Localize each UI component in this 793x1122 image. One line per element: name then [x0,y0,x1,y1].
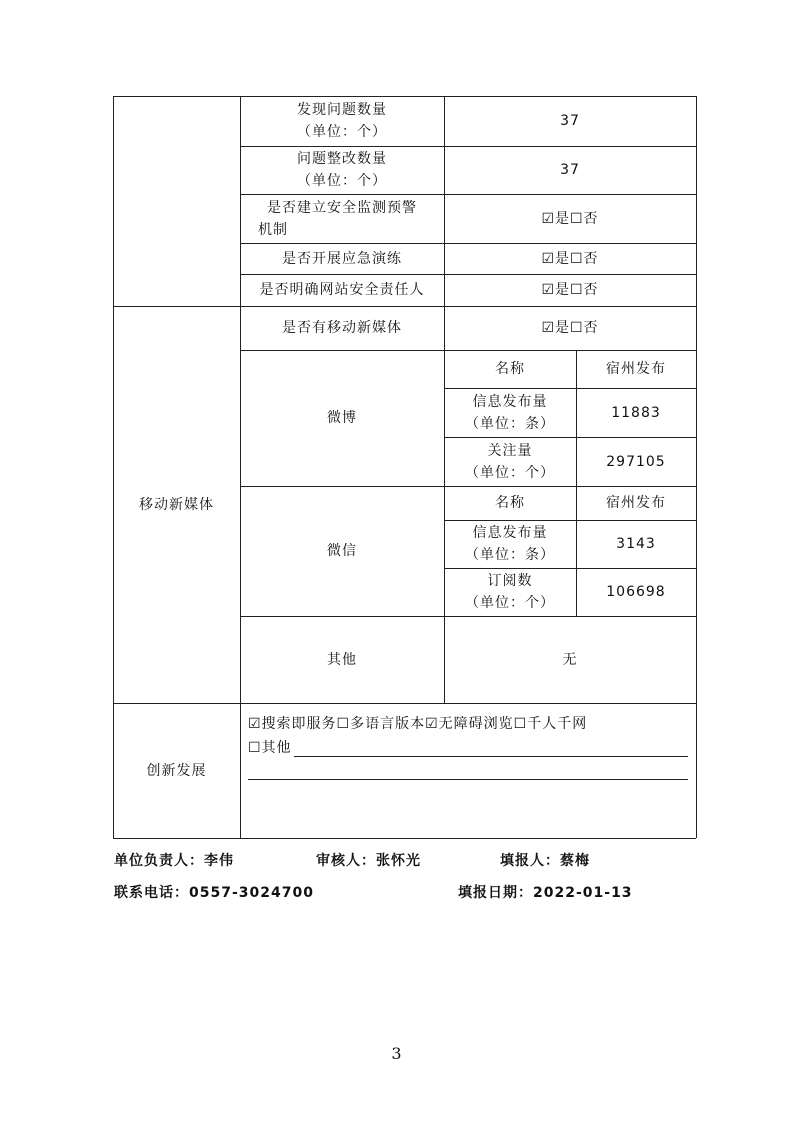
wechat-posts-value: 3143 [616,536,656,552]
wechat-name-label: 名称 [495,495,525,511]
other-media-label-cell [240,616,444,703]
weibo-followers-label-cell [444,437,576,486]
innovation-fill-line [294,756,688,757]
wechat-subscribers-value: 106698 [606,584,666,600]
has-media-label: 是否有移动新媒体 [282,320,402,336]
other-media-value-cell [444,616,696,703]
wechat-subscribers-label: 订阅数 [487,573,533,589]
issues-fixed-value: 37 [560,162,580,178]
wechat-name-value: 宿州发布 [606,495,666,511]
weibo-name-label: 名称 [495,361,525,377]
officer-label: 是否明确网站安全责任人 [259,282,425,298]
weibo-posts-label-cell [444,388,576,437]
wechat-posts-unit: （单位：条） [465,547,555,563]
report-date: 填报日期：2022-01-13 [458,885,633,901]
new-media-section-label-cell [113,306,240,703]
table-border-bottom [113,838,696,839]
monitoring-value-cell [444,194,696,243]
new-media-section-label: 移动新媒体 [139,496,214,513]
drill-checkbox-value: ☑是☐否 [541,250,599,267]
issues-fixed-label-cell [240,146,444,194]
drill-label: 是否开展应急演练 [282,250,402,267]
officer-checkbox-value: ☑是☐否 [541,282,599,298]
weibo-followers-value: 297105 [606,453,666,470]
innovation-section-label: 创新发展 [146,762,207,779]
wechat-name-value-cell [576,486,696,520]
monitoring-label-line1: 是否建立安全监测预警 [267,199,417,216]
issues-fixed-unit: （单位：个） [297,173,387,189]
reviewer: 审核人：张怀光 [316,853,421,869]
officer-label-cell [240,274,444,306]
wechat-label-cell [240,486,444,616]
issues-found-label-cell [240,96,444,146]
drill-label-cell [240,243,444,274]
wechat-label: 微信 [327,543,357,559]
page-number: 3 [391,1044,402,1063]
wechat-subscribers-unit: （单位：个） [465,595,555,611]
issues-fixed-value-cell [444,146,696,194]
innovation-fill-line [248,779,688,780]
monitoring-checkbox-value: ☑是☐否 [541,210,599,227]
weibo-posts-value-cell [576,388,696,437]
wechat-posts-value-cell [576,520,696,568]
issues-found-value-cell [444,96,696,146]
wechat-subscribers-label-cell [444,568,576,616]
officer-value-cell [444,274,696,306]
table-border-right [696,96,697,838]
weibo-posts-label: 信息发布量 [472,393,548,410]
drill-value-cell [444,243,696,274]
innovation-options-line2: ☐其他 [248,740,292,756]
wechat-name-label-cell [444,486,576,520]
weibo-name-label-cell [444,350,576,388]
issues-found-unit: （单位：个） [297,124,387,140]
unit-head: 单位负责人：李伟 [114,853,234,869]
weibo-posts-unit: （单位：条） [465,415,555,432]
weibo-followers-label: 关注量 [487,442,533,459]
weibo-posts-value: 11883 [611,404,661,421]
wechat-posts-label: 信息发布量 [472,525,548,541]
contact-phone: 联系电话：0557-3024700 [114,885,314,901]
issues-fixed-label: 问题整改数量 [297,151,387,167]
wechat-subscribers-value-cell [576,568,696,616]
has-media-label-cell [240,306,444,350]
issues-found-value: 37 [560,113,580,129]
issues-found-label: 发现问题数量 [297,102,387,118]
monitoring-label-cell [240,194,444,243]
other-media-value: 无 [562,651,578,668]
weibo-label: 微博 [327,410,357,426]
filler: 填报人：蔡梅 [500,853,590,869]
weibo-followers-unit: （单位：个） [465,464,555,481]
has-media-value-cell [444,306,696,350]
weibo-name-value-cell [576,350,696,388]
weibo-followers-value-cell [576,437,696,486]
weibo-label-cell [240,350,444,486]
monitoring-label-line2: 机制 [258,221,288,238]
weibo-name-value: 宿州发布 [606,361,666,377]
other-media-label: 其他 [327,651,357,668]
innovation-options-line1: ☑搜索即服务☐多语言版本☑无障碍浏览☐千人千网 [248,716,588,732]
innovation-section-label-cell [113,703,240,838]
has-media-checkbox-value: ☑是☐否 [541,320,599,336]
wechat-posts-label-cell [444,520,576,568]
